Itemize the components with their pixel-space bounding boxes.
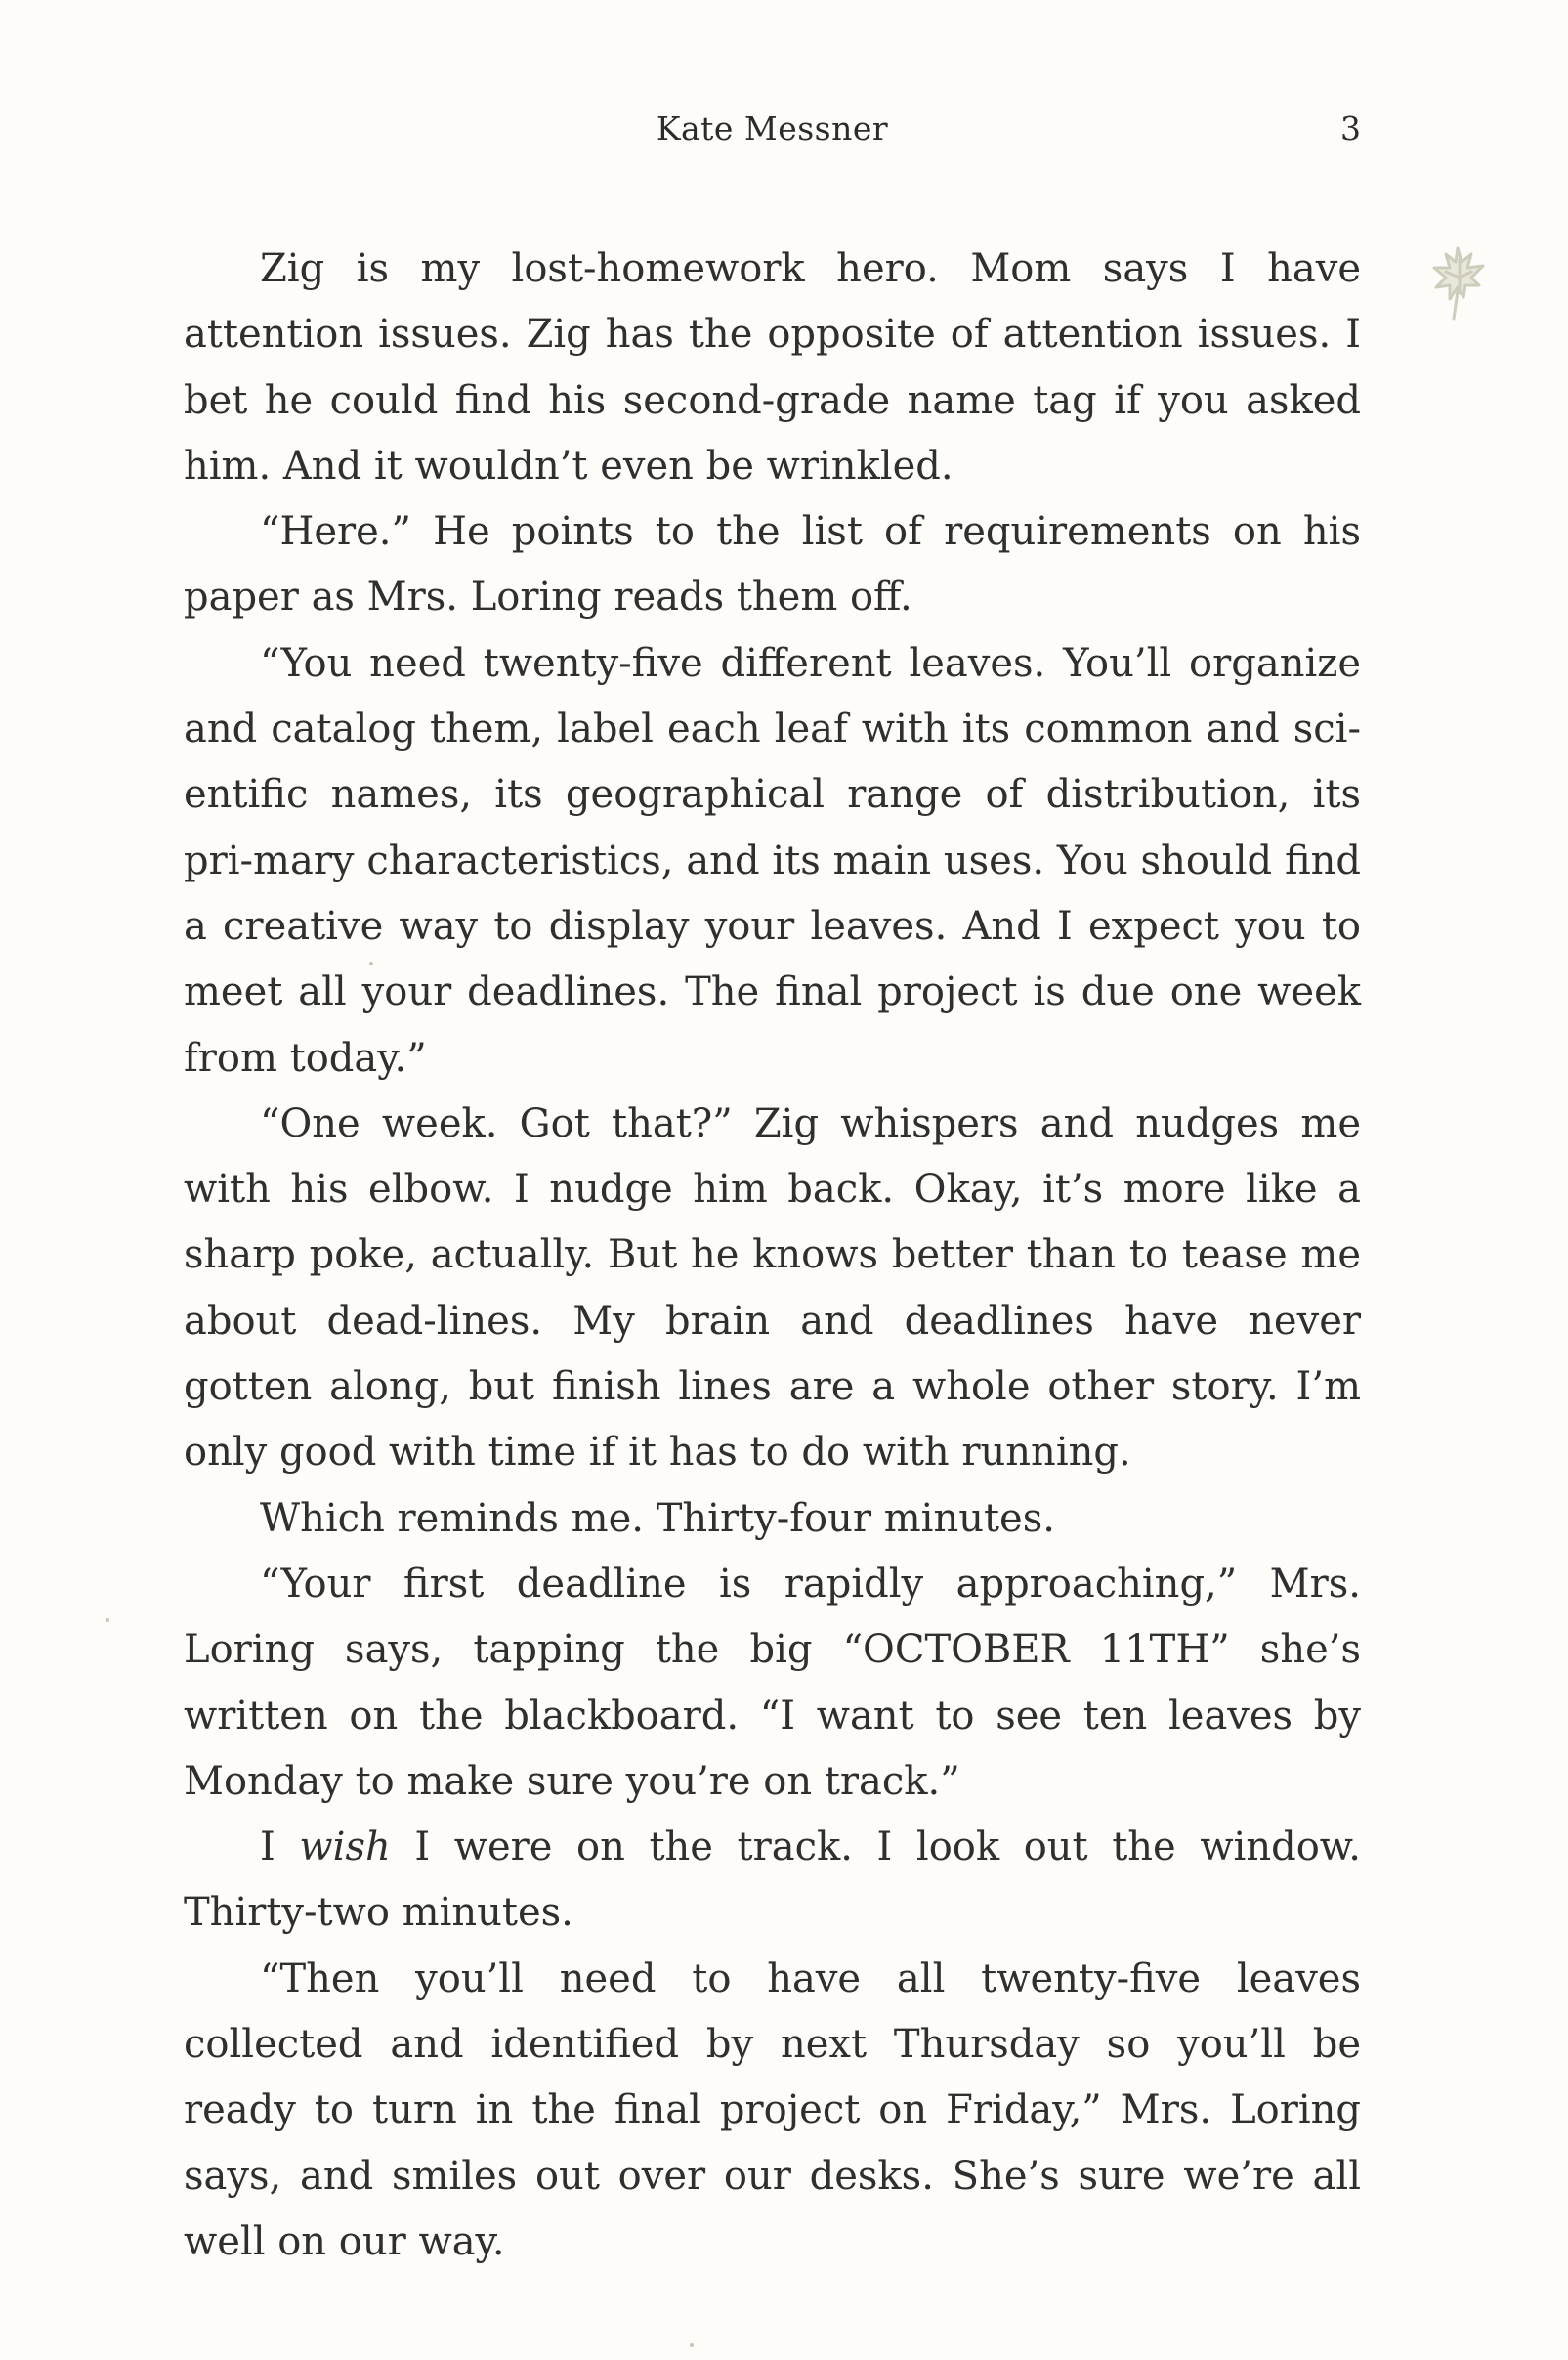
paragraph: “One week. Got that?” Zig whispers and nudges me with his elbow. I nudge him back. Okay, it’s more like a sharp poke, actually. But he knows better than to tease me about dead-lines. My brain and deadlines have never gotten along, but finish lines are a whole other story. I’m only good with time if it has to do with running. xyxy=(184,1100,1361,1476)
author-name: Kate Messner xyxy=(656,109,889,148)
paragraph: Which reminds me. Thirty-four minutes. xyxy=(260,1495,1055,1541)
wish-emphasis: wish xyxy=(299,1824,391,1870)
paragraph: Zig is my lost-homework hero. Mom says I have attention issues. Zig has the opposite of attention issues. I bet he could find his second-grade name tag if you asked him. And it wouldn’t even be wrinkled. xyxy=(184,246,1361,489)
running-head xyxy=(184,109,1361,158)
paragraph: “You need twenty-five different leaves. You’ll organize and catalog them, label each leaf with its common and sci-entific names, its geographical range of distribution, its pri-mary characteristics, and its main uses. You should find a creative way to display your leaves. And I expect you to meet all your deadlines. The final project is due one week from today.” xyxy=(184,640,1361,1081)
paper-speck xyxy=(690,2343,694,2347)
paper-speck xyxy=(369,962,373,965)
body-text xyxy=(184,236,1361,2275)
paragraph: “Here.” He points to the list of requirements on his paper as Mrs. Loring reads them off. xyxy=(184,509,1361,621)
wish-text-after: I were on the track. I look out the window. Thirty-two minutes. xyxy=(184,1824,1362,1936)
paper-speck xyxy=(106,1618,109,1622)
paragraph-wish xyxy=(184,1815,1361,1947)
paragraph: “Your first deadline is rapidly approaching,” Mrs. Loring says, tapping the big “OCTOBER 11TH” she’s written on the blackboard. “I want to see ten leaves by Monday to make sure you’re on track.” xyxy=(184,1561,1361,1804)
maple-leaf-icon xyxy=(1428,242,1491,336)
paragraph: “Then you’ll need to have all twenty-five leaves collected and identified by next Thursday so you’ll be ready to turn in the final project on Friday,” Mrs. Loring says, and smiles out over our desks. She’s sure we’re all well on our way. xyxy=(184,1955,1361,2264)
page-number: 3 xyxy=(1340,109,1361,148)
wish-text-before: I xyxy=(260,1824,300,1870)
